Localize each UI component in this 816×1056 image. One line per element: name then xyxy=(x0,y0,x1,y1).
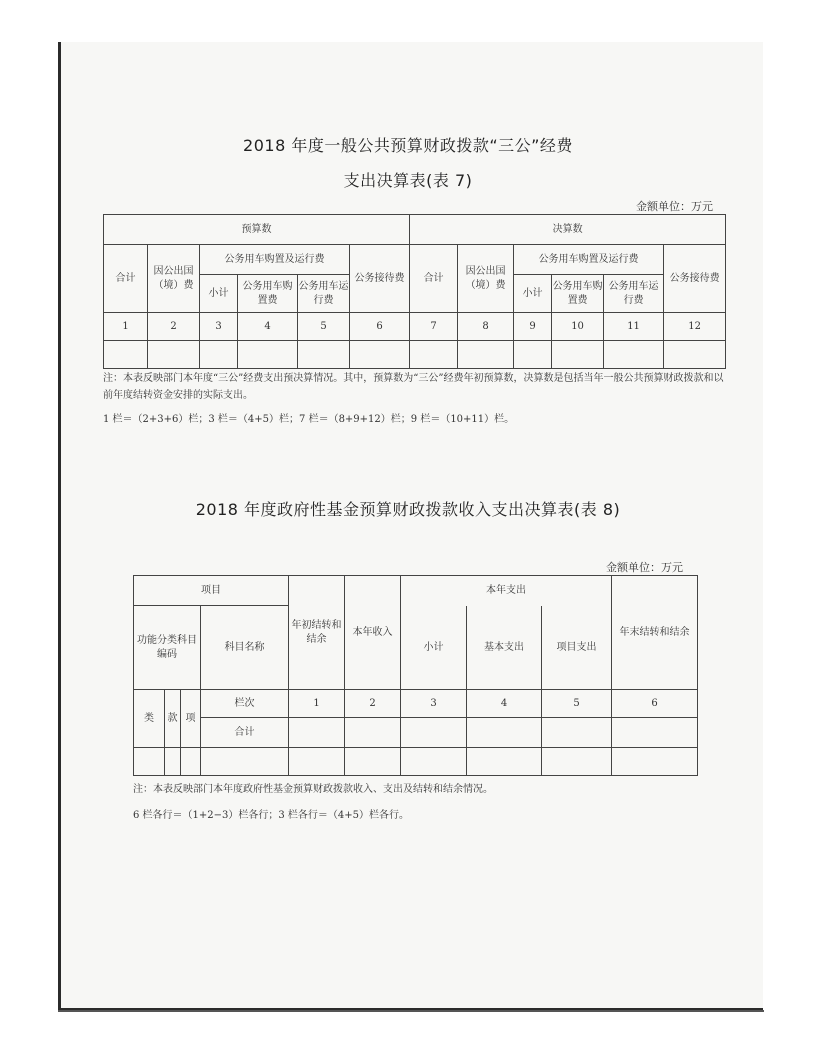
t7-operation-budget: 公务用车运行费 xyxy=(298,275,350,313)
t7-budget-header: 预算数 xyxy=(104,215,410,245)
t7-colnum: 8 xyxy=(458,313,514,341)
t7-colnum: 3 xyxy=(200,313,238,341)
t8-colnum: 3 xyxy=(401,690,467,718)
table8-formula: 6 栏各行＝（1+2−3）栏各行；3 栏各行＝（4+5）栏各行。 xyxy=(133,810,410,821)
t8-xiang: 项 xyxy=(181,690,201,748)
t8-empty-row xyxy=(134,748,698,776)
t7-colnum: 9 xyxy=(514,313,552,341)
t7-purchase-budget: 公务用车购置费 xyxy=(238,275,298,313)
t7-colnum: 10 xyxy=(552,313,604,341)
t7-operation-final: 公务用车运行费 xyxy=(604,275,664,313)
t8-func-code: 功能分类科目编码 xyxy=(134,606,201,690)
t7-colnum: 5 xyxy=(298,313,350,341)
t7-abroad-final: 因公出国（境）费 xyxy=(458,245,514,313)
t7-reception-budget: 公务接待费 xyxy=(350,245,410,313)
t8-lei: 类 xyxy=(134,690,165,748)
t8-item-header: 项目 xyxy=(134,576,289,606)
table7 xyxy=(103,214,726,369)
t8-colnum: 4 xyxy=(467,690,542,718)
t7-colnum: 1 xyxy=(104,313,148,341)
t8-subject-name: 科目名称 xyxy=(201,606,289,690)
t7-purchase-final: 公务用车购置费 xyxy=(552,275,604,313)
t8-expenditure: 本年支出 xyxy=(401,576,612,606)
table7-note: 注：本表反映部门本年度“三公”经费支出预决算情况。其中，预算数为“三公”经费年初预算数，决算数是包括当年一般公共预算财政拨款和以前年度结转资金安排的实际支出。 xyxy=(103,373,724,401)
table7-title-line2: 支出决算表(表 7) xyxy=(343,171,473,190)
t8-row-index: 栏次 xyxy=(201,690,289,718)
table8-title: 2018 年度政府性基金预算财政拨款收入支出决算表(表 8) xyxy=(195,500,621,519)
t7-colnum: 7 xyxy=(410,313,458,341)
t8-income: 本年收入 xyxy=(345,576,401,690)
t8-project: 项目支出 xyxy=(542,606,612,690)
t7-colnum: 2 xyxy=(148,313,200,341)
t7-final-header: 决算数 xyxy=(410,215,726,245)
table8 xyxy=(133,575,698,776)
t7-colnum: 11 xyxy=(604,313,664,341)
t7-subtotal-final: 小计 xyxy=(514,275,552,313)
t8-colnum: 2 xyxy=(345,690,401,718)
t7-total-budget: 合计 xyxy=(104,245,148,313)
t8-kuan: 款 xyxy=(165,690,181,748)
t7-colnum: 12 xyxy=(664,313,726,341)
t7-empty-row xyxy=(104,341,726,369)
t7-vehicle-final: 公务用车购置及运行费 xyxy=(514,245,664,275)
table7-formula: 1 栏＝（2+3+6）栏；3 栏＝（4+5）栏；7 栏＝（8+9+12）栏；9 栏＝（10+11）栏。 xyxy=(103,414,515,425)
t8-colnum: 1 xyxy=(289,690,345,718)
t8-total: 合计 xyxy=(201,718,289,748)
t7-colnum: 4 xyxy=(238,313,298,341)
paper-edge xyxy=(58,1010,764,1012)
t8-end-balance: 年末结转和结余 xyxy=(612,576,698,690)
t7-total-final: 合计 xyxy=(410,245,458,313)
t8-begin-balance: 年初结转和结余 xyxy=(289,576,345,690)
t8-basic: 基本支出 xyxy=(467,606,542,690)
table7-title-line1: 2018 年度一般公共预算财政拨款“三公”经费 xyxy=(243,136,573,155)
t8-colnum: 6 xyxy=(612,690,698,718)
table7-unit: 金额单位：万元 xyxy=(636,200,713,213)
t7-reception-final: 公务接待费 xyxy=(664,245,726,313)
t8-colnum: 5 xyxy=(542,690,612,718)
t7-vehicle-budget: 公务用车购置及运行费 xyxy=(200,245,350,275)
t7-colnum: 6 xyxy=(350,313,410,341)
table8-unit: 金额单位：万元 xyxy=(606,561,683,574)
table8-note: 注：本表反映部门本年度政府性基金预算财政拨款收入、支出及结转和结余情况。 xyxy=(133,784,493,795)
t7-abroad-budget: 因公出国（境）费 xyxy=(148,245,200,313)
t7-subtotal-budget: 小计 xyxy=(200,275,238,313)
t8-subtotal: 小计 xyxy=(401,606,467,690)
